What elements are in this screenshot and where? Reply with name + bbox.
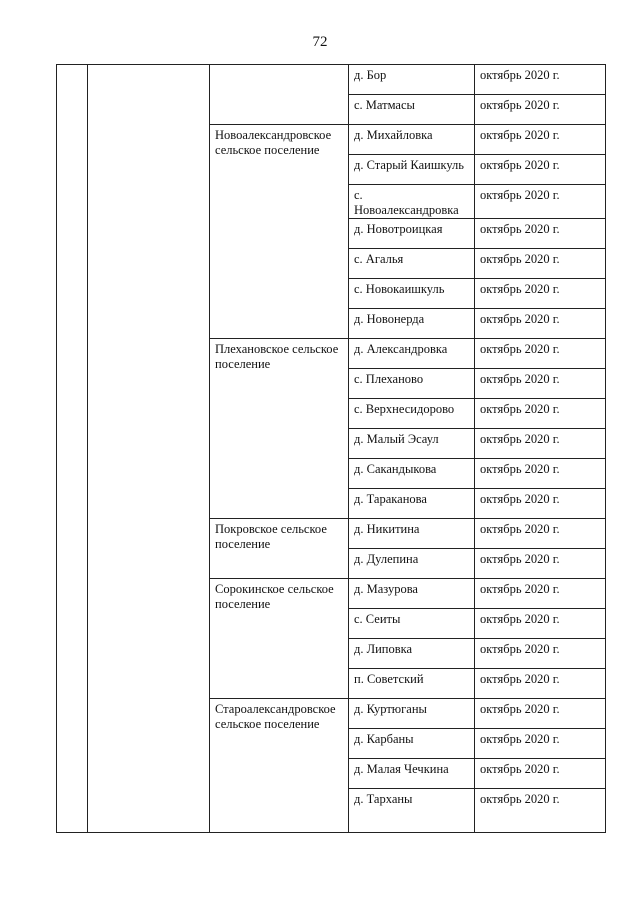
place-name: д. Бор: [349, 65, 475, 95]
date-cell: октябрь 2020 г.: [475, 699, 606, 729]
date-cell: октябрь 2020 г.: [475, 549, 606, 579]
settlement-name: Новоалександровское сельское поселение: [215, 128, 332, 157]
settlement-cell: [210, 579, 349, 699]
place-name: с. Новоалександровка: [349, 185, 475, 219]
table-body: [57, 65, 606, 833]
place-name: д. Никитина: [349, 519, 475, 549]
settlement-name: Покровское сельское поселение: [215, 522, 327, 551]
date-cell: октябрь 2020 г.: [475, 95, 606, 125]
settlement-cell: [210, 519, 349, 579]
place-name: д. Сакандыкова: [349, 459, 475, 489]
settlement-cell: [210, 125, 349, 339]
date-cell: октябрь 2020 г.: [475, 185, 606, 219]
place-name: п. Советский: [349, 669, 475, 699]
settlement-name: Сорокинское сельское поселение: [215, 582, 334, 611]
date-cell: октябрь 2020 г.: [475, 369, 606, 399]
settlement-name: Плехановское сельское поселение: [215, 342, 339, 371]
place-name: д. Мазурова: [349, 579, 475, 609]
date-cell: октябрь 2020 г.: [475, 489, 606, 519]
place-name: д. Михайловка: [349, 125, 475, 155]
date-cell: октябрь 2020 г.: [475, 639, 606, 669]
place-name: д. Тараканова: [349, 489, 475, 519]
place-name: д. Малая Чечкина: [349, 759, 475, 789]
date-cell: октябрь 2020 г.: [475, 309, 606, 339]
date-cell: октябрь 2020 г.: [475, 279, 606, 309]
table-row: [57, 65, 606, 95]
empty-district-cell: [88, 65, 210, 833]
place-name: д. Малый Эсаул: [349, 429, 475, 459]
place-name: д. Карбаны: [349, 729, 475, 759]
place-name: д. Новотроицкая: [349, 219, 475, 249]
date-cell: октябрь 2020 г.: [475, 219, 606, 249]
date-cell: октябрь 2020 г.: [475, 579, 606, 609]
date-cell: октябрь 2020 г.: [475, 155, 606, 185]
date-cell: октябрь 2020 г.: [475, 249, 606, 279]
date-cell: октябрь 2020 г.: [475, 789, 606, 833]
date-cell: октябрь 2020 г.: [475, 669, 606, 699]
date-cell: октябрь 2020 г.: [475, 339, 606, 369]
place-name: д. Александровка: [349, 339, 475, 369]
place-name: д. Липовка: [349, 639, 475, 669]
date-cell: октябрь 2020 г.: [475, 459, 606, 489]
place-name: д. Дулепина: [349, 549, 475, 579]
date-cell: октябрь 2020 г.: [475, 65, 606, 95]
settlements-table: [56, 64, 606, 833]
date-cell: октябрь 2020 г.: [475, 429, 606, 459]
place-name: с. Новокаишкуль: [349, 279, 475, 309]
settlement-cell: [210, 65, 349, 125]
settlement-cell: [210, 699, 349, 833]
place-name: д. Старый Каишкуль: [349, 155, 475, 185]
date-cell: октябрь 2020 г.: [475, 729, 606, 759]
date-cell: октябрь 2020 г.: [475, 399, 606, 429]
date-cell: октябрь 2020 г.: [475, 519, 606, 549]
empty-number-cell: [57, 65, 88, 833]
place-name: с. Сеиты: [349, 609, 475, 639]
page-number: 72: [312, 34, 328, 50]
place-name: с. Верхнесидорово: [349, 399, 475, 429]
place-name: д. Куртюганы: [349, 699, 475, 729]
place-name: д. Новонерда: [349, 309, 475, 339]
settlement-name: Староалександровское сельское поселение: [215, 702, 336, 731]
date-cell: октябрь 2020 г.: [475, 759, 606, 789]
place-name: с. Матмасы: [349, 95, 475, 125]
place-name: с. Плеханово: [349, 369, 475, 399]
place-name: д. Тарханы: [349, 789, 475, 833]
date-cell: октябрь 2020 г.: [475, 125, 606, 155]
settlement-cell: [210, 339, 349, 519]
date-cell: октябрь 2020 г.: [475, 609, 606, 639]
place-name: с. Агалья: [349, 249, 475, 279]
